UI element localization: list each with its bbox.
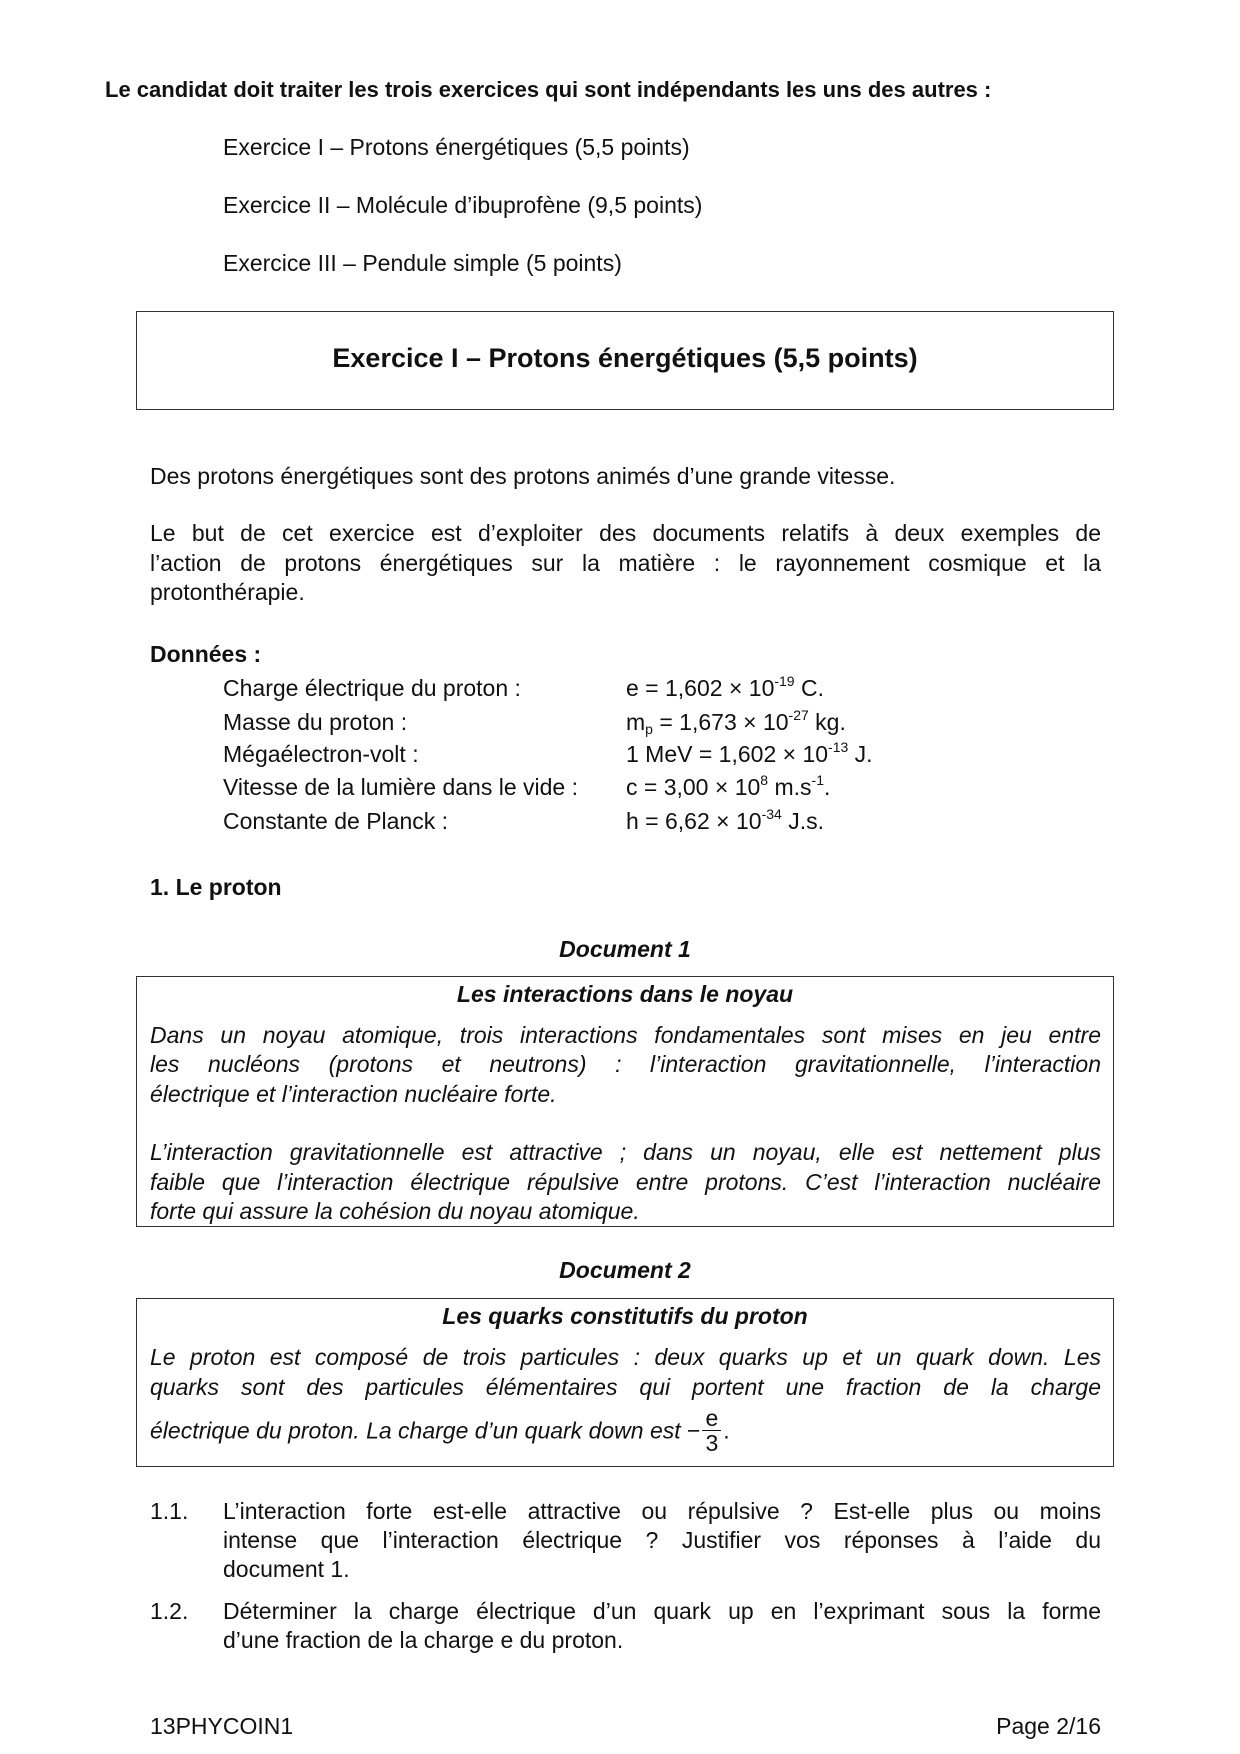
- data-value: $c = 3,00 \times 10^8$ $m.s^{-1}$.: [626, 772, 831, 800]
- intro-text: Le candidat doit traiter les trois exercices qui sont indépendants les uns des autres :: [105, 77, 992, 102]
- exercise-list-item: Exercice II – Molécule d’ibuprofène (9,5 points): [223, 192, 703, 218]
- footer-code: 13PHYCOIN1: [150, 1713, 294, 1739]
- document-line: électrique du proton. La charge d’un quark down est − $\frac{e}{3}$ .: [150, 1405, 730, 1456]
- document-line: quarks sont des particules élémentaires qui portent une fraction de la charge: [150, 1374, 1101, 1400]
- data-value: $e = 1,602 \times 10^{-19}$ C.: [626, 673, 824, 701]
- section-title: Exercice I – Protons énergétiques (5,5 points): [332, 343, 918, 373]
- data-value: 1 MeV = $1,602 \times 10^{-13}$ J.: [626, 739, 873, 767]
- document-1-label: Document 1: [559, 936, 691, 962]
- paragraph-line: protonthérapie.: [150, 579, 305, 605]
- page-number: Page 2/16: [996, 1713, 1101, 1739]
- data-label: Mégaélectron-volt :: [223, 741, 419, 767]
- data-label: Charge électrique du proton :: [223, 675, 521, 701]
- document-2-label: Document 2: [559, 1257, 691, 1283]
- data-label: Vitesse de la lumière dans le vide :: [223, 774, 578, 800]
- question-line: intense que l’interaction électrique ? Justifier vos réponses à l’aide du: [223, 1527, 1101, 1553]
- data-value: $h = 6,62 \times 10^{-34}$ J.s.: [626, 806, 824, 834]
- donnees-title: Données :: [150, 641, 262, 667]
- document-line: forte qui assure la cohésion du noyau atomique.: [150, 1198, 640, 1224]
- question-line: d’une fraction de la charge e du proton.: [223, 1627, 624, 1653]
- document-line: faible que l’interaction électrique répulsive entre protons. C’est l’interaction nucléaire: [150, 1169, 1101, 1195]
- document-line: les nucléons (protons et neutrons) : l’interaction gravitationnelle, l’interaction: [150, 1051, 1101, 1077]
- exercise-list-item: Exercice III – Pendule simple (5 points): [223, 250, 622, 276]
- question-number: 1.2.: [150, 1598, 189, 1624]
- data-label: Constante de Planck :: [223, 808, 449, 834]
- exercise-list-item: Exercice I – Protons énergétiques (5,5 points): [223, 134, 690, 160]
- fraction: $\frac{e}{3}$: [702, 1406, 721, 1455]
- paragraph-line: l’action de protons énergétiques sur la matière : le rayonnement cosmique et la: [150, 550, 1101, 576]
- question-line: Déterminer la charge électrique d’un quark up en l’exprimant sous la forme: [223, 1598, 1101, 1624]
- section-title-box: [136, 311, 1114, 410]
- document-1-title: Les interactions dans le noyau: [456, 981, 794, 1007]
- document-2-title: Les quarks constitutifs du proton: [442, 1303, 808, 1329]
- document-line: L’interaction gravitationnelle est attractive ; dans un noyau, elle est nettement plus: [150, 1139, 1101, 1165]
- data-label: Masse du proton :: [223, 709, 408, 735]
- question-line: document 1.: [223, 1556, 350, 1582]
- paragraph-line: Le but de cet exercice est d’exploiter des documents relatifs à deux exemples de: [150, 520, 1101, 546]
- document-line: électrique et l’interaction nucléaire forte.: [150, 1081, 557, 1107]
- document-line: Le proton est composé de trois particules : deux quarks up et un quark down. Les: [150, 1344, 1101, 1370]
- question-line: L’interaction forte est-elle attractive ou répulsive ? Est-elle plus ou moins: [223, 1498, 1101, 1524]
- paragraph: Des protons énergétiques sont des protons animés d’une grande vitesse.: [150, 463, 896, 489]
- document-line: Dans un noyau atomique, trois interactions fondamentales sont mises en jeu entre: [150, 1022, 1101, 1048]
- data-value: $m_p = 1,673 \times 10^{-27}$ kg.: [626, 707, 846, 737]
- part-heading: 1. Le proton: [150, 874, 282, 900]
- question-number: 1.1.: [150, 1498, 189, 1524]
